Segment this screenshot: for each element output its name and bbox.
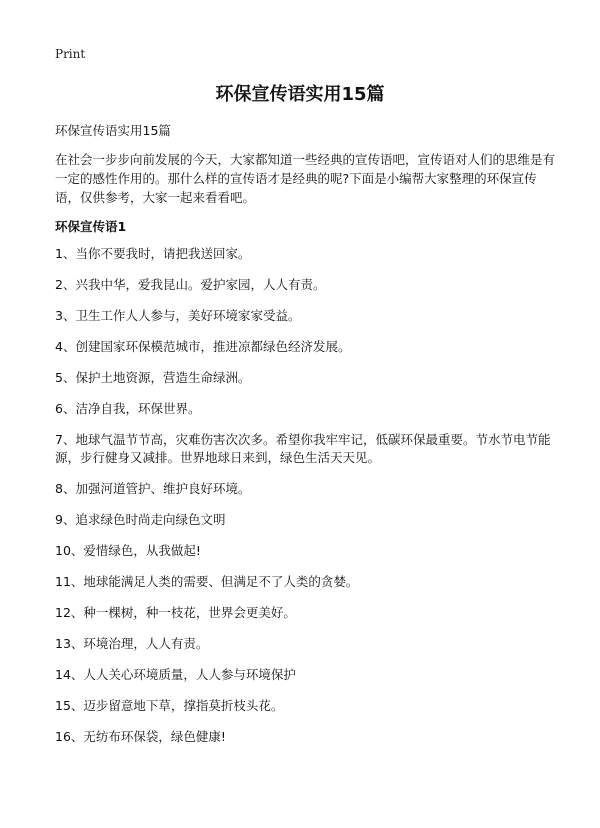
slogan-item: 16、无纺布环保袋，绿色健康! <box>55 729 226 744</box>
print-link[interactable]: Print <box>55 47 86 61</box>
document-subtitle: 环保宣传语实用15篇 <box>55 123 171 138</box>
slogan-item: 15、迈步留意地下草，撑指莫折枝头花。 <box>55 698 284 713</box>
slogan-item: 6、洁净自我，环保世界。 <box>55 401 201 416</box>
slogan-item: 7、地球气温节节高，灾难伤害次次多。希望你我牢牢记，低碳环保最重要。节水节电节能源，步行健身又减排。世界地球日来到，绿色生活天天见。 <box>55 432 551 465</box>
slogan-item: 3、卫生工作人人参与，美好环境家家受益。 <box>55 308 301 323</box>
page-title: 环保宣传语实用15篇 <box>215 84 385 105</box>
slogan-item: 10、爱惜绿色，从我做起! <box>55 543 201 558</box>
section-heading: 环保宣传语1 <box>55 219 127 234</box>
intro-paragraph: 在社会一步步向前发展的今天，大家都知道一些经典的宣传语吧，宣传语对人们的思维是有一定的感性作用的。那什么样的宣传语才是经典的呢?下面是小编帮大家整理的环保宣传语，仅供参考，大家一起来看看吧。 <box>55 152 556 205</box>
slogan-item: 4、创建国家环保模范城市，推进凉都绿色经济发展。 <box>55 339 351 354</box>
slogan-item: 11、地球能满足人类的需要、但满足不了人类的贪婪。 <box>55 574 359 589</box>
slogan-item: 1、当你不要我时，请把我送回家。 <box>55 246 251 261</box>
slogan-list <box>55 245 555 759</box>
slogan-item: 12、种一棵树，种一枝花，世界会更美好。 <box>55 605 296 620</box>
slogan-item: 9、追求绿色时尚走向绿色文明 <box>55 512 226 527</box>
slogan-item: 5、保护土地资源，营造生命绿洲。 <box>55 370 251 385</box>
slogan-item: 13、环境治理，人人有责。 <box>55 636 209 651</box>
slogan-item: 8、加强河道管护、维护良好环境。 <box>55 481 251 496</box>
slogan-item: 2、兴我中华，爱我昆山。爱护家园，人人有责。 <box>55 277 326 292</box>
slogan-item: 14、人人关心环境质量，人人参与环境保护 <box>55 667 296 682</box>
